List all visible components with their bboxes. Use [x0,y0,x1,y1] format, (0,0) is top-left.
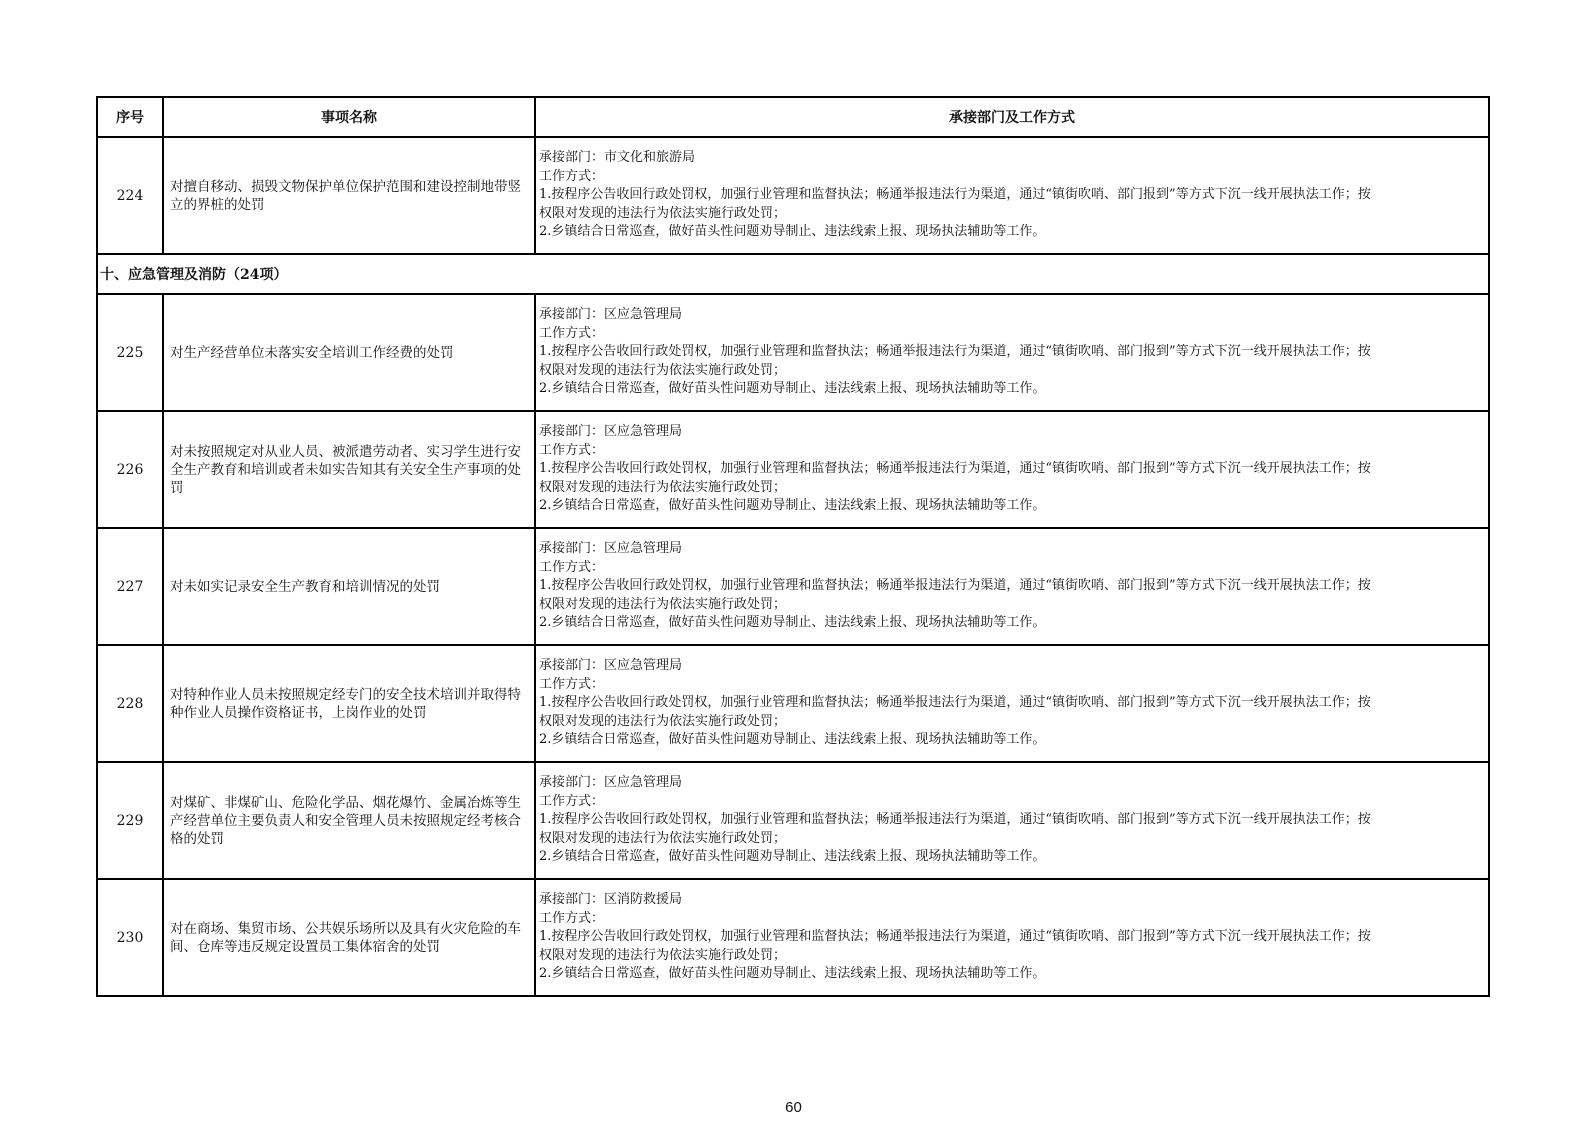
method-line-1-cont: 权限对发现的违法行为依法实施行政处罚； [539,362,787,378]
table-row [97,645,1489,762]
method-line-1: 1.按程序公告收回行政处罚权，加强行业管理和监督执法；畅通举报违法行为渠道，通过“镇街吹哨、部门报到”等方式下沉一线开展执法工作；按 [539,929,1371,945]
item-name: 对特种作业人员未按照规定经专门的安全技术培训并取得特种作业人员操作资格证书，上岗作业的处罚 [163,645,535,762]
method-line-2: 2.乡镇结合日常巡查，做好苗头性问题劝导制止、违法线索上报、现场执法辅助等工作。 [539,966,1046,982]
dept-name: 承接部门：区应急管理局 [539,541,683,557]
dept-name: 承接部门：市文化和旅游局 [539,150,696,166]
table-row [97,294,1489,411]
way-label: 工作方式： [539,676,605,692]
method-line-1-cont: 权限对发现的违法行为依法实施行政处罚； [539,713,787,729]
method-line-2: 2.乡镇结合日常巡查，做好苗头性问题劝导制止、违法线索上报、现场执法辅助等工作。 [539,498,1046,514]
dept-method-cell [535,411,1489,528]
method-line-2: 2.乡镇结合日常巡查，做好苗头性问题劝导制止、违法线索上报、现场执法辅助等工作。 [539,224,1046,240]
row-number: 230 [97,879,163,996]
method-line-2: 2.乡镇结合日常巡查，做好苗头性问题劝导制止、违法线索上报、现场执法辅助等工作。 [539,381,1046,397]
dept-name: 承接部门：区应急管理局 [539,307,683,323]
row-number: 225 [97,294,163,411]
item-name: 对未按照规定对从业人员、被派遣劳动者、实习学生进行安全生产教育和培训或者未如实告知其有关安全生产事项的处罚 [163,411,535,528]
row-number: 224 [97,137,163,254]
item-name: 对生产经营单位未落实安全培训工作经费的处罚 [163,294,535,411]
dept-method-cell [535,879,1489,996]
way-label: 工作方式： [539,559,605,575]
page-number: 60 [785,1099,802,1116]
table-row [97,762,1489,879]
dept-method-cell [535,137,1489,254]
method-line-1: 1.按程序公告收回行政处罚权，加强行业管理和监督执法；畅通举报违法行为渠道，通过“镇街吹哨、部门报到”等方式下沉一线开展执法工作；按 [539,812,1371,828]
row-number: 226 [97,411,163,528]
method-line-1-cont: 权限对发现的违法行为依法实施行政处罚； [539,947,787,963]
item-name: 对在商场、集贸市场、公共娱乐场所以及具有火灾危险的车间、仓库等违反规定设置员工集体宿舍的处罚 [163,879,535,996]
method-line-2: 2.乡镇结合日常巡查，做好苗头性问题劝导制止、违法线索上报、现场执法辅助等工作。 [539,849,1046,865]
matters-table [96,96,1490,997]
item-name: 对煤矿、非煤矿山、危险化学品、烟花爆竹、金属冶炼等生产经营单位主要负责人和安全管理人员未按照规定经考核合格的处罚 [163,762,535,879]
method-line-2: 2.乡镇结合日常巡查，做好苗头性问题劝导制止、违法线索上报、现场执法辅助等工作。 [539,615,1046,631]
row-number: 227 [97,528,163,645]
section-row [97,254,1489,294]
header-serial: 序号 [97,97,163,137]
way-label: 工作方式： [539,442,605,458]
dept-name: 承接部门：区应急管理局 [539,775,683,791]
dept-method-cell [535,294,1489,411]
way-label: 工作方式： [539,168,605,184]
dept-method-cell [535,762,1489,879]
method-line-1: 1.按程序公告收回行政处罚权，加强行业管理和监督执法；畅通举报违法行为渠道，通过“镇街吹哨、部门报到”等方式下沉一线开展执法工作；按 [539,578,1371,594]
item-name: 对未如实记录安全生产教育和培训情况的处罚 [163,528,535,645]
method-line-1-cont: 权限对发现的违法行为依法实施行政处罚； [539,205,787,221]
row-number: 228 [97,645,163,762]
section-title: 十、应急管理及消防（24项） [97,254,1489,294]
method-line-1-cont: 权限对发现的违法行为依法实施行政处罚； [539,830,787,846]
table-row [97,879,1489,996]
header-dept-method: 承接部门及工作方式 [535,97,1489,137]
method-line-1: 1.按程序公告收回行政处罚权，加强行业管理和监督执法；畅通举报违法行为渠道，通过“镇街吹哨、部门报到”等方式下沉一线开展执法工作；按 [539,344,1371,360]
header-item-name: 事项名称 [163,97,535,137]
dept-method-cell [535,528,1489,645]
method-line-1-cont: 权限对发现的违法行为依法实施行政处罚； [539,596,787,612]
way-label: 工作方式： [539,793,605,809]
way-label: 工作方式： [539,325,605,341]
table-row [97,137,1489,254]
row-number: 229 [97,762,163,879]
method-line-1-cont: 权限对发现的违法行为依法实施行政处罚； [539,479,787,495]
method-line-1: 1.按程序公告收回行政处罚权，加强行业管理和监督执法；畅通举报违法行为渠道，通过“镇街吹哨、部门报到”等方式下沉一线开展执法工作；按 [539,187,1371,203]
table-row [97,411,1489,528]
item-name: 对擅自移动、损毁文物保护单位保护范围和建设控制地带竖立的界桩的处罚 [163,137,535,254]
dept-name: 承接部门：区应急管理局 [539,424,683,440]
table-header-row [97,97,1489,137]
method-line-1: 1.按程序公告收回行政处罚权，加强行业管理和监督执法；畅通举报违法行为渠道，通过“镇街吹哨、部门报到”等方式下沉一线开展执法工作；按 [539,461,1371,477]
dept-name: 承接部门：区消防救援局 [539,892,683,908]
dept-method-cell [535,645,1489,762]
way-label: 工作方式： [539,910,605,926]
method-line-1: 1.按程序公告收回行政处罚权，加强行业管理和监督执法；畅通举报违法行为渠道，通过“镇街吹哨、部门报到”等方式下沉一线开展执法工作；按 [539,695,1371,711]
method-line-2: 2.乡镇结合日常巡查，做好苗头性问题劝导制止、违法线索上报、现场执法辅助等工作。 [539,732,1046,748]
dept-name: 承接部门：区应急管理局 [539,658,683,674]
table-row [97,528,1489,645]
